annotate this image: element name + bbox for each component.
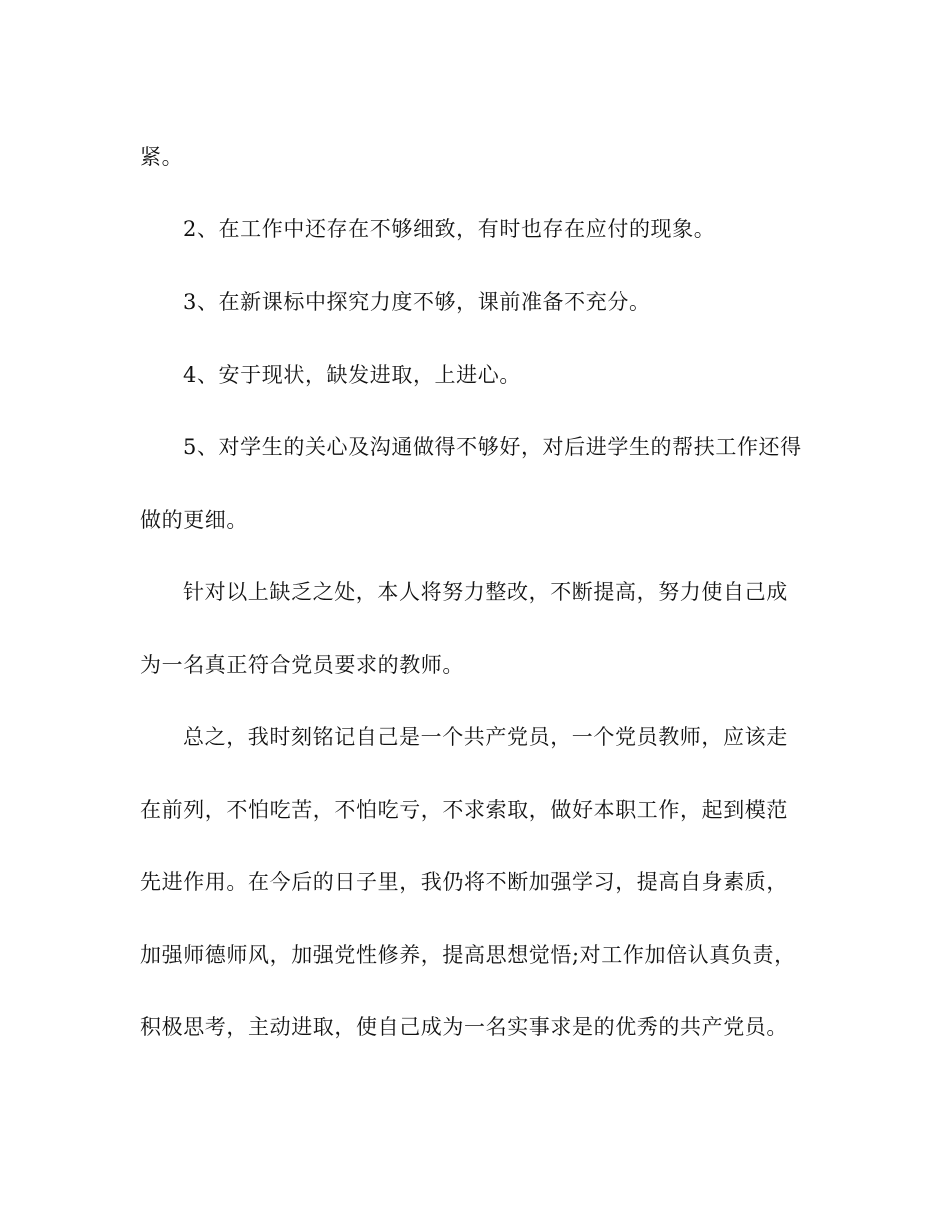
text-line: 2、在工作中还存在不够细致，有时也存在应付的现象。 [183, 217, 716, 241]
text-line: 5、对学生的关心及沟通做得不够好，对后进学生的帮扶工作还得 [183, 435, 802, 459]
text-line: 在前列，不怕吃苦，不怕吃亏，不求索取，做好本职工作，起到模范 [140, 798, 788, 822]
text-line: 先进作用。在今后的日子里，我仍将不断加强学习，提高自身素质， [140, 870, 788, 894]
text-line: 紧。 [140, 145, 184, 169]
text-line: 做的更细。 [140, 508, 248, 532]
text-line: 加强师德师风，加强党性修养，提高思想觉悟;对工作加倍认真负责， [140, 943, 796, 967]
text-line: 针对以上缺乏之处，本人将努力整改，不断提高，努力使自己成 [183, 580, 788, 604]
text-line: 总之，我时刻铭记自己是一个共产党员，一个党员教师，应该走 [183, 725, 788, 749]
text-line: 4、安于现状，缺发进取，上进心。 [183, 363, 521, 387]
text-line: 3、在新课标中探究力度不够，课前准备不充分。 [183, 290, 651, 314]
text-line: 积极思考，主动进取，使自己成为一名实事求是的优秀的共产党员。 [140, 1015, 788, 1039]
text-line: 为一名真正符合党员要求的教师。 [140, 653, 464, 677]
